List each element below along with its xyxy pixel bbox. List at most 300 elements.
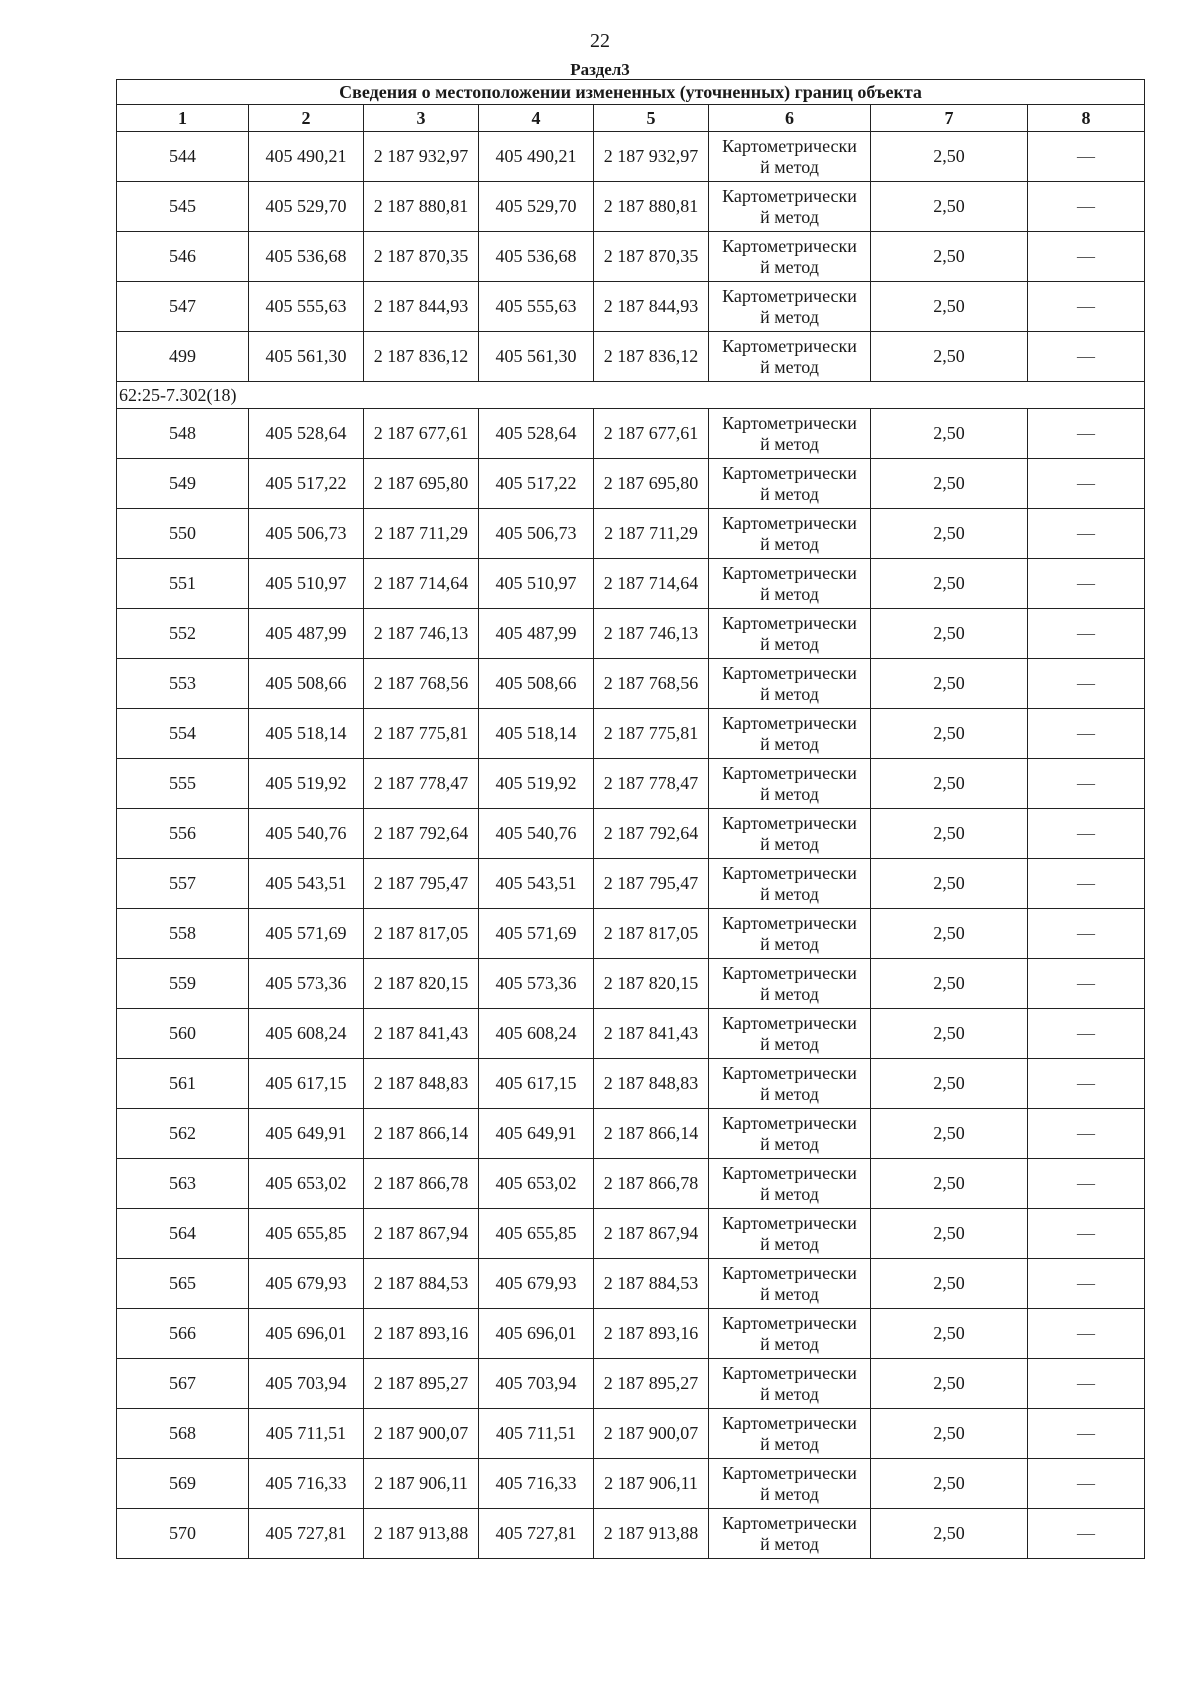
method-text: й метод <box>760 1483 819 1504</box>
existing-y-cell: 2 187 870,35 <box>364 232 479 282</box>
accuracy-cell: 2,50 <box>871 709 1028 759</box>
table-row <box>117 1059 1145 1109</box>
description-cell: — <box>1028 1509 1145 1559</box>
method-text: Картометрически <box>722 285 857 306</box>
method-cell <box>709 1459 871 1509</box>
accuracy-cell: 2,50 <box>871 959 1028 1009</box>
column-number: 2 <box>249 105 364 132</box>
accuracy-cell: 2,50 <box>871 1259 1028 1309</box>
point-number-cell: 568 <box>117 1409 249 1459</box>
existing-x-cell: 405 655,85 <box>249 1209 364 1259</box>
description-cell: — <box>1028 182 1145 232</box>
method-text: й метод <box>760 1233 819 1254</box>
method-cell <box>709 1109 871 1159</box>
existing-y-cell: 2 187 893,16 <box>364 1309 479 1359</box>
existing-x-cell: 405 679,93 <box>249 1259 364 1309</box>
new-y-cell: 2 187 900,07 <box>594 1409 709 1459</box>
accuracy-cell: 2,50 <box>871 459 1028 509</box>
method-text: Картометрически <box>722 412 857 433</box>
method-text: й метод <box>760 933 819 954</box>
accuracy-cell: 2,50 <box>871 559 1028 609</box>
method-text: й метод <box>760 683 819 704</box>
method-text: й метод <box>760 1283 819 1304</box>
table-row <box>117 559 1145 609</box>
point-number-cell: 553 <box>117 659 249 709</box>
method-text: Картометрически <box>722 235 857 256</box>
new-x-cell: 405 571,69 <box>479 909 594 959</box>
method-text: й метод <box>760 633 819 654</box>
existing-y-cell: 2 187 895,27 <box>364 1359 479 1409</box>
new-x-cell: 405 506,73 <box>479 509 594 559</box>
method-text: й метод <box>760 1383 819 1404</box>
accuracy-cell: 2,50 <box>871 132 1028 182</box>
description-cell: — <box>1028 709 1145 759</box>
method-text: Картометрически <box>722 612 857 633</box>
method-text: й метод <box>760 583 819 604</box>
existing-y-cell: 2 187 932,97 <box>364 132 479 182</box>
existing-x-cell: 405 490,21 <box>249 132 364 182</box>
method-text: Картометрически <box>722 862 857 883</box>
column-number: 7 <box>871 105 1028 132</box>
existing-y-cell: 2 187 880,81 <box>364 182 479 232</box>
accuracy-cell: 2,50 <box>871 1159 1028 1209</box>
point-number-cell: 546 <box>117 232 249 282</box>
existing-y-cell: 2 187 836,12 <box>364 332 479 382</box>
table-row <box>117 1109 1145 1159</box>
new-y-cell: 2 187 836,12 <box>594 332 709 382</box>
point-number-cell: 550 <box>117 509 249 559</box>
method-text: й метод <box>760 483 819 504</box>
new-x-cell: 405 519,92 <box>479 759 594 809</box>
new-x-cell: 405 518,14 <box>479 709 594 759</box>
new-x-cell: 405 727,81 <box>479 1509 594 1559</box>
method-text: Картометрически <box>722 662 857 683</box>
method-text: й метод <box>760 1083 819 1104</box>
method-text: Картометрически <box>722 1462 857 1483</box>
new-x-cell: 405 679,93 <box>479 1259 594 1309</box>
new-x-cell: 405 540,76 <box>479 809 594 859</box>
table-row <box>117 409 1145 459</box>
new-x-cell: 405 711,51 <box>479 1409 594 1459</box>
new-y-cell: 2 187 848,83 <box>594 1059 709 1109</box>
table-row <box>117 1409 1145 1459</box>
method-cell <box>709 332 871 382</box>
table-row <box>117 709 1145 759</box>
method-text: Картометрически <box>722 812 857 833</box>
column-number: 3 <box>364 105 479 132</box>
method-text: Картометрически <box>722 1512 857 1533</box>
method-cell <box>709 282 871 332</box>
new-x-cell: 405 653,02 <box>479 1159 594 1209</box>
description-cell: — <box>1028 232 1145 282</box>
method-cell <box>709 559 871 609</box>
table-row <box>117 1009 1145 1059</box>
accuracy-cell: 2,50 <box>871 759 1028 809</box>
accuracy-cell: 2,50 <box>871 809 1028 859</box>
description-cell: — <box>1028 1459 1145 1509</box>
point-number-cell: 560 <box>117 1009 249 1059</box>
method-cell <box>709 1209 871 1259</box>
existing-x-cell: 405 573,36 <box>249 959 364 1009</box>
description-cell: — <box>1028 1059 1145 1109</box>
description-cell: — <box>1028 332 1145 382</box>
point-number-cell: 570 <box>117 1509 249 1559</box>
existing-y-cell: 2 187 820,15 <box>364 959 479 1009</box>
description-cell: — <box>1028 1009 1145 1059</box>
point-number-cell: 551 <box>117 559 249 609</box>
parcel-group-row <box>117 382 1145 409</box>
description-cell: — <box>1028 1309 1145 1359</box>
existing-y-cell: 2 187 778,47 <box>364 759 479 809</box>
existing-x-cell: 405 510,97 <box>249 559 364 609</box>
existing-x-cell: 405 529,70 <box>249 182 364 232</box>
new-x-cell: 405 517,22 <box>479 459 594 509</box>
new-y-cell: 2 187 775,81 <box>594 709 709 759</box>
method-text: Картометрически <box>722 1212 857 1233</box>
table-caption: Сведения о местоположении измененных (уточненных) границ объекта <box>117 80 1145 105</box>
description-cell: — <box>1028 959 1145 1009</box>
existing-x-cell: 405 571,69 <box>249 909 364 959</box>
method-cell <box>709 659 871 709</box>
new-x-cell: 405 555,63 <box>479 282 594 332</box>
method-cell <box>709 409 871 459</box>
table-row <box>117 959 1145 1009</box>
method-cell <box>709 759 871 809</box>
column-number: 8 <box>1028 105 1145 132</box>
method-text: й метод <box>760 1333 819 1354</box>
column-number: 1 <box>117 105 249 132</box>
method-cell <box>709 859 871 909</box>
table-row <box>117 759 1145 809</box>
new-x-cell: 405 510,97 <box>479 559 594 609</box>
method-text: Картометрически <box>722 1012 857 1033</box>
description-cell: — <box>1028 1359 1145 1409</box>
description-cell: — <box>1028 1409 1145 1459</box>
description-cell: — <box>1028 809 1145 859</box>
new-x-cell: 405 543,51 <box>479 859 594 909</box>
method-text: Картометрически <box>722 1362 857 1383</box>
method-text: й метод <box>760 783 819 804</box>
table-row <box>117 609 1145 659</box>
method-text: й метод <box>760 733 819 754</box>
existing-x-cell: 405 543,51 <box>249 859 364 909</box>
new-x-cell: 405 508,66 <box>479 659 594 709</box>
method-cell <box>709 1159 871 1209</box>
method-text: й метод <box>760 983 819 1004</box>
description-cell: — <box>1028 759 1145 809</box>
existing-x-cell: 405 653,02 <box>249 1159 364 1209</box>
new-y-cell: 2 187 778,47 <box>594 759 709 809</box>
accuracy-cell: 2,50 <box>871 182 1028 232</box>
existing-x-cell: 405 696,01 <box>249 1309 364 1359</box>
existing-x-cell: 405 711,51 <box>249 1409 364 1459</box>
boundary-coordinates-table <box>116 79 1145 1559</box>
method-cell <box>709 809 871 859</box>
new-y-cell: 2 187 893,16 <box>594 1309 709 1359</box>
method-text: й метод <box>760 1183 819 1204</box>
method-text: Картометрически <box>722 1062 857 1083</box>
description-cell: — <box>1028 609 1145 659</box>
method-text: й метод <box>760 256 819 277</box>
table-row <box>117 509 1145 559</box>
table-row <box>117 459 1145 509</box>
point-number-cell: 548 <box>117 409 249 459</box>
point-number-cell: 559 <box>117 959 249 1009</box>
description-cell: — <box>1028 1209 1145 1259</box>
new-x-cell: 405 608,24 <box>479 1009 594 1059</box>
table-row <box>117 909 1145 959</box>
existing-y-cell: 2 187 714,64 <box>364 559 479 609</box>
column-number-row <box>117 105 1145 132</box>
existing-x-cell: 405 508,66 <box>249 659 364 709</box>
new-y-cell: 2 187 714,64 <box>594 559 709 609</box>
point-number-cell: 555 <box>117 759 249 809</box>
existing-y-cell: 2 187 695,80 <box>364 459 479 509</box>
accuracy-cell: 2,50 <box>871 232 1028 282</box>
accuracy-cell: 2,50 <box>871 909 1028 959</box>
method-cell <box>709 959 871 1009</box>
method-text: й метод <box>760 1433 819 1454</box>
table-row <box>117 1209 1145 1259</box>
existing-y-cell: 2 187 768,56 <box>364 659 479 709</box>
point-number-cell: 556 <box>117 809 249 859</box>
existing-y-cell: 2 187 841,43 <box>364 1009 479 1059</box>
method-cell <box>709 132 871 182</box>
point-number-cell: 544 <box>117 132 249 182</box>
new-x-cell: 405 529,70 <box>479 182 594 232</box>
existing-x-cell: 405 519,92 <box>249 759 364 809</box>
new-x-cell: 405 536,68 <box>479 232 594 282</box>
new-x-cell: 405 573,36 <box>479 959 594 1009</box>
method-cell <box>709 509 871 559</box>
point-number-cell: 499 <box>117 332 249 382</box>
new-y-cell: 2 187 913,88 <box>594 1509 709 1559</box>
table-row <box>117 1359 1145 1409</box>
new-y-cell: 2 187 866,78 <box>594 1159 709 1209</box>
new-y-cell: 2 187 906,11 <box>594 1459 709 1509</box>
accuracy-cell: 2,50 <box>871 509 1028 559</box>
accuracy-cell: 2,50 <box>871 1409 1028 1459</box>
new-x-cell: 405 528,64 <box>479 409 594 459</box>
new-y-cell: 2 187 867,94 <box>594 1209 709 1259</box>
table-row <box>117 1309 1145 1359</box>
existing-y-cell: 2 187 795,47 <box>364 859 479 909</box>
method-text: Картометрически <box>722 512 857 533</box>
existing-x-cell: 405 727,81 <box>249 1509 364 1559</box>
method-text: й метод <box>760 433 819 454</box>
point-number-cell: 549 <box>117 459 249 509</box>
accuracy-cell: 2,50 <box>871 1109 1028 1159</box>
column-number: 4 <box>479 105 594 132</box>
method-text: й метод <box>760 206 819 227</box>
new-x-cell: 405 696,01 <box>479 1309 594 1359</box>
column-number: 6 <box>709 105 871 132</box>
method-cell <box>709 1259 871 1309</box>
new-y-cell: 2 187 711,29 <box>594 509 709 559</box>
existing-y-cell: 2 187 711,29 <box>364 509 479 559</box>
accuracy-cell: 2,50 <box>871 282 1028 332</box>
accuracy-cell: 2,50 <box>871 1059 1028 1109</box>
existing-y-cell: 2 187 792,64 <box>364 809 479 859</box>
description-cell: — <box>1028 909 1145 959</box>
existing-x-cell: 405 649,91 <box>249 1109 364 1159</box>
existing-y-cell: 2 187 867,94 <box>364 1209 479 1259</box>
method-text: Картометрически <box>722 762 857 783</box>
method-cell <box>709 909 871 959</box>
point-number-cell: 545 <box>117 182 249 232</box>
table-row <box>117 282 1145 332</box>
new-y-cell: 2 187 866,14 <box>594 1109 709 1159</box>
table-row <box>117 232 1145 282</box>
new-y-cell: 2 187 768,56 <box>594 659 709 709</box>
existing-x-cell: 405 716,33 <box>249 1459 364 1509</box>
point-number-cell: 567 <box>117 1359 249 1409</box>
existing-y-cell: 2 187 866,78 <box>364 1159 479 1209</box>
point-number-cell: 562 <box>117 1109 249 1159</box>
new-x-cell: 405 655,85 <box>479 1209 594 1259</box>
existing-x-cell: 405 487,99 <box>249 609 364 659</box>
description-cell: — <box>1028 859 1145 909</box>
point-number-cell: 563 <box>117 1159 249 1209</box>
accuracy-cell: 2,50 <box>871 1509 1028 1559</box>
method-text: Картометрически <box>722 335 857 356</box>
accuracy-cell: 2,50 <box>871 859 1028 909</box>
new-y-cell: 2 187 844,93 <box>594 282 709 332</box>
point-number-cell: 566 <box>117 1309 249 1359</box>
method-cell <box>709 182 871 232</box>
accuracy-cell: 2,50 <box>871 609 1028 659</box>
accuracy-cell: 2,50 <box>871 659 1028 709</box>
existing-y-cell: 2 187 775,81 <box>364 709 479 759</box>
existing-y-cell: 2 187 746,13 <box>364 609 479 659</box>
point-number-cell: 565 <box>117 1259 249 1309</box>
existing-x-cell: 405 561,30 <box>249 332 364 382</box>
new-y-cell: 2 187 746,13 <box>594 609 709 659</box>
table-row <box>117 182 1145 232</box>
existing-y-cell: 2 187 900,07 <box>364 1409 479 1459</box>
method-text: Картометрически <box>722 1162 857 1183</box>
existing-y-cell: 2 187 906,11 <box>364 1459 479 1509</box>
new-y-cell: 2 187 880,81 <box>594 182 709 232</box>
existing-x-cell: 405 517,22 <box>249 459 364 509</box>
existing-x-cell: 405 528,64 <box>249 409 364 459</box>
method-cell <box>709 1059 871 1109</box>
new-y-cell: 2 187 884,53 <box>594 1259 709 1309</box>
point-number-cell: 554 <box>117 709 249 759</box>
new-x-cell: 405 487,99 <box>479 609 594 659</box>
point-number-cell: 552 <box>117 609 249 659</box>
table-row <box>117 332 1145 382</box>
method-cell <box>709 1359 871 1409</box>
existing-x-cell: 405 555,63 <box>249 282 364 332</box>
new-y-cell: 2 187 870,35 <box>594 232 709 282</box>
description-cell: — <box>1028 459 1145 509</box>
method-text: Картометрически <box>722 912 857 933</box>
point-number-cell: 569 <box>117 1459 249 1509</box>
description-cell: — <box>1028 559 1145 609</box>
existing-x-cell: 405 518,14 <box>249 709 364 759</box>
accuracy-cell: 2,50 <box>871 1209 1028 1259</box>
table-row <box>117 859 1145 909</box>
method-cell <box>709 1409 871 1459</box>
description-cell: — <box>1028 1159 1145 1209</box>
existing-x-cell: 405 506,73 <box>249 509 364 559</box>
new-x-cell: 405 716,33 <box>479 1459 594 1509</box>
table-row <box>117 132 1145 182</box>
method-text: Картометрически <box>722 135 857 156</box>
new-x-cell: 405 561,30 <box>479 332 594 382</box>
existing-x-cell: 405 540,76 <box>249 809 364 859</box>
method-text: Картометрически <box>722 1412 857 1433</box>
existing-x-cell: 405 703,94 <box>249 1359 364 1409</box>
method-cell <box>709 709 871 759</box>
method-text: й метод <box>760 356 819 377</box>
new-y-cell: 2 187 677,61 <box>594 409 709 459</box>
parcel-number: 62:25-7.302(18) <box>117 382 1145 409</box>
accuracy-cell: 2,50 <box>871 1309 1028 1359</box>
point-number-cell: 558 <box>117 909 249 959</box>
description-cell: — <box>1028 659 1145 709</box>
existing-y-cell: 2 187 677,61 <box>364 409 479 459</box>
existing-x-cell: 405 608,24 <box>249 1009 364 1059</box>
new-y-cell: 2 187 695,80 <box>594 459 709 509</box>
existing-y-cell: 2 187 844,93 <box>364 282 479 332</box>
description-cell: — <box>1028 409 1145 459</box>
existing-x-cell: 405 617,15 <box>249 1059 364 1109</box>
new-y-cell: 2 187 795,47 <box>594 859 709 909</box>
existing-y-cell: 2 187 848,83 <box>364 1059 479 1109</box>
description-cell: — <box>1028 282 1145 332</box>
method-text: Картометрически <box>722 1312 857 1333</box>
point-number-cell: 557 <box>117 859 249 909</box>
method-text: й метод <box>760 883 819 904</box>
point-number-cell: 561 <box>117 1059 249 1109</box>
table-row <box>117 1259 1145 1309</box>
point-number-cell: 564 <box>117 1209 249 1259</box>
method-text: й метод <box>760 533 819 554</box>
method-cell <box>709 232 871 282</box>
new-y-cell: 2 187 792,64 <box>594 809 709 859</box>
column-number: 5 <box>594 105 709 132</box>
description-cell: — <box>1028 509 1145 559</box>
method-cell <box>709 1009 871 1059</box>
table-row <box>117 659 1145 709</box>
method-text: й метод <box>760 156 819 177</box>
new-y-cell: 2 187 817,05 <box>594 909 709 959</box>
method-text: Картометрически <box>722 1112 857 1133</box>
point-number-cell: 547 <box>117 282 249 332</box>
existing-y-cell: 2 187 913,88 <box>364 1509 479 1559</box>
existing-y-cell: 2 187 817,05 <box>364 909 479 959</box>
new-x-cell: 405 703,94 <box>479 1359 594 1409</box>
new-y-cell: 2 187 841,43 <box>594 1009 709 1059</box>
method-cell <box>709 459 871 509</box>
method-cell <box>709 1309 871 1359</box>
method-text: й метод <box>760 1533 819 1554</box>
method-text: Картометрически <box>722 1262 857 1283</box>
method-text: Картометрически <box>722 462 857 483</box>
method-cell <box>709 609 871 659</box>
method-text: й метод <box>760 833 819 854</box>
existing-y-cell: 2 187 884,53 <box>364 1259 479 1309</box>
accuracy-cell: 2,50 <box>871 1459 1028 1509</box>
new-y-cell: 2 187 932,97 <box>594 132 709 182</box>
description-cell: — <box>1028 132 1145 182</box>
new-x-cell: 405 617,15 <box>479 1059 594 1109</box>
accuracy-cell: 2,50 <box>871 1009 1028 1059</box>
table-row <box>117 809 1145 859</box>
new-x-cell: 405 490,21 <box>479 132 594 182</box>
